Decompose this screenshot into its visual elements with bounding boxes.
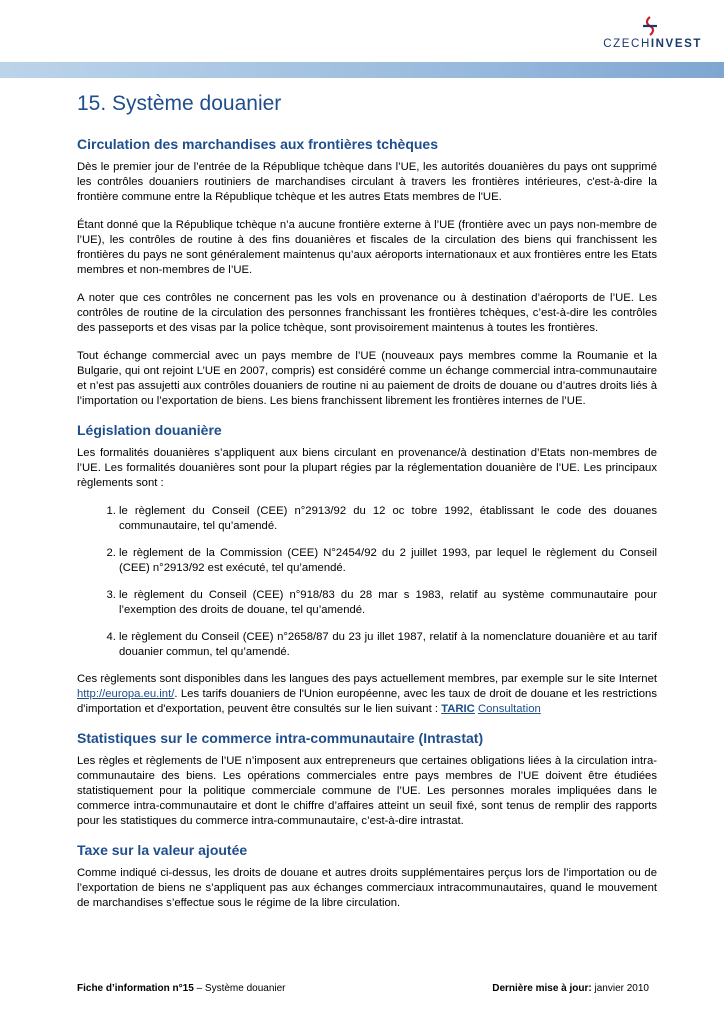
paragraph: Étant donné que la République tchèque n’a aucune frontière externe à l’UE (frontière avec un pays non-membre de l’UE), les contrôles de routine à des fins douanières et fiscales de la circulation des biens qui franchissent les frontières du pays ne sont généralement maintenus qu’aux aéroports internationaux et aux frontières entre les Etats membres et non-membres de l’UE. xyxy=(77,219,657,276)
footer-right: Dernière mise à jour: janvier 2010 xyxy=(492,983,649,994)
heading-circulation: Circulation des marchandises aux frontières tchèques xyxy=(77,136,439,152)
paragraph: Tout échange commercial avec un pays membre de l’UE (nouveaux pays membres comme la Roumanie et la Bulgarie, qui ont rejoint L’UE en 2007, compris) est considéré comme un échange commercial intra-communautaire et n’est pas assujetti aux contrôles douaniers de routine ni au paiement de droits de douane ou d’autres droits liés à l’importation ou l’exportation de biens. Les biens franchissent librement les frontières internes de l’UE. xyxy=(77,350,657,407)
list-item: 1. le règlement du Conseil (CEE) n°2913/92 du 12 oc tobre 1992, établissant le code des douanes communautaire, tel qu’amendé. xyxy=(119,504,657,534)
regulations-list xyxy=(77,504,657,660)
paragraph: Les formalités douanières s’appliquent aux biens circulant en provenance/à destination d’Etats non-membres de l’UE. Les formalités douanières sont pour la plupart régies par la réglementation douanière de l’UE. Les principaux règlements sont : xyxy=(77,447,657,489)
czechinvest-logo xyxy=(602,16,702,52)
paragraph: A noter que ces contrôles ne concernent pas les vols en provenance ou à destination d’aéroports de l’UE. Les contrôles de routine de la circulation des personnes franchissant les frontières tchèques, c’est-à-dire les contrôles des passeports et des visas par la police tchèque, sont provisoirement maintenus à toutes les frontières. xyxy=(77,292,657,334)
logo-text: CZECHINVEST xyxy=(603,38,702,50)
logo-mark-icon xyxy=(640,16,660,36)
taric-link[interactable]: TARIC xyxy=(441,703,475,715)
page-title: 15. Système douanier xyxy=(77,92,282,115)
header-banner xyxy=(0,62,724,78)
europa-link[interactable]: http://europa.eu.int/ xyxy=(77,688,175,700)
heading-tva: Taxe sur la valeur ajoutée xyxy=(77,842,248,858)
footer-left: Fiche d’information n°15 – Système douanier xyxy=(77,983,286,994)
list-item: 4. le règlement du Conseil (CEE) n°2658/87 du 23 ju illet 1987, relatif à la nomenclature douanière et au tarif douanier commun, tel qu’amendé. xyxy=(119,630,657,660)
list-item: 2. le règlement de la Commission (CEE) N°2454/92 du 2 juillet 1993, par lequel le règlement du Conseil (CEE) n°2913/92 est exécuté, tel qu’amendé. xyxy=(119,546,657,576)
document-body xyxy=(77,92,657,924)
paragraph: Comme indiqué ci-dessus, les droits de douane et autres droits supplémentaires perçus lors de l’importation ou de l’exportation de biens ne s’appliquent pas aux échanges commerciaux intracommunautaires, quand le mouvement de marchandises s’effectue sous le régime de la libre circulation. xyxy=(77,867,657,909)
paragraph: Les règles et règlements de l’UE n’imposent aux entrepreneurs que certaines obligations liées à la circulation intra-communautaire des biens. Les opérations commerciales entre pays membres de l’UE doivent être étudiées statistiquement pour la politique commerciale commune de l’UE. Les personnes morales impliquées dans le commerce intra-communautaire et dont le chiffre d’affaires atteint un seuil fixé, sont tenus de remplir des rapports pour les statistiques du commerce intra-communautaire, c’est-à-dire intrastat. xyxy=(77,755,657,827)
list-item: 3. le règlement du Conseil (CEE) n°918/83 du 28 mar s 1983, relatif au système communautaire pour l’exemption des droits de douane, tel qu’amendé. xyxy=(119,588,657,618)
page-footer xyxy=(77,983,649,994)
heading-legislation: Législation douanière xyxy=(77,422,222,438)
heading-intrastat: Statistiques sur le commerce intra-communautaire (Intrastat) xyxy=(77,730,484,746)
paragraph-links: Ces règlements sont disponibles dans les langues des pays actuellement membres, par exemple sur le site Internet http://europa.eu.int/. Les tarifs douaniers de l'Union européenne, avec les taux de droit de douane et les restrictions d'importation et d'exportation, peuvent être consultés sur le lien suivant : TARIC Consultation xyxy=(77,673,657,715)
paragraph: Dès le premier jour de l’entrée de la République tchèque dans l’UE, les autorités douanières du pays ont supprimé les contrôles douaniers routiniers de marchandises circulant à travers les frontières intérieures, c'est-à-dire la frontière commune entre la République tchèque et les autres Etats membres de l'UE. xyxy=(77,161,657,203)
consultation-link[interactable]: Consultation xyxy=(477,703,541,715)
